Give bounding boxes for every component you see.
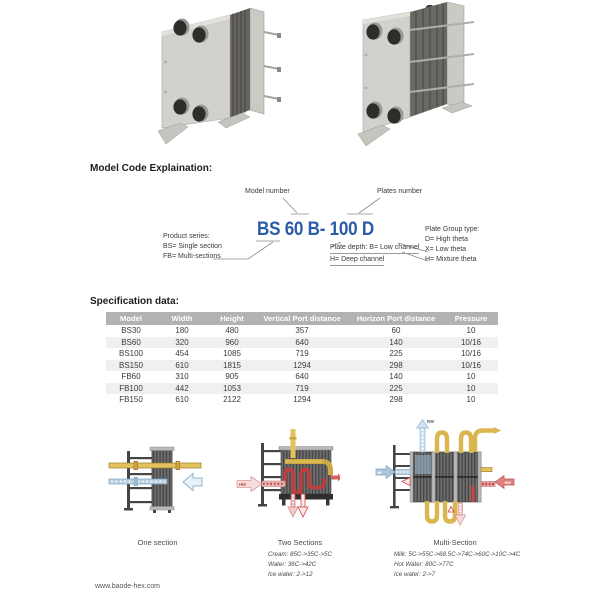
table-row bbox=[106, 371, 498, 383]
heat-exchanger-photo-left bbox=[152, 0, 282, 148]
specification-heading: Specification data: bbox=[90, 296, 179, 307]
table-cell: 905 bbox=[225, 372, 239, 382]
table-cell: 10 bbox=[466, 372, 476, 382]
table-cell: 1085 bbox=[223, 349, 241, 359]
table-cell: 719 bbox=[295, 383, 309, 393]
note-line: H= Mixture theta bbox=[425, 256, 477, 263]
column-header: Model bbox=[106, 312, 156, 325]
table-cell: FB100 bbox=[119, 383, 143, 393]
caption-line: Ice water: 2->7 bbox=[394, 571, 436, 578]
column-header: Vertical Port distance bbox=[256, 312, 348, 325]
one-section-diagram bbox=[105, 440, 210, 535]
plate-pack bbox=[230, 8, 250, 118]
table-cell: BS150 bbox=[118, 360, 144, 370]
table-cell: 10 bbox=[466, 326, 476, 336]
heat-exchanger-photo-right bbox=[352, 0, 482, 148]
note-line: X= Low theta bbox=[425, 246, 467, 253]
table-cell: 1294 bbox=[293, 395, 311, 405]
cold-zone bbox=[415, 455, 431, 474]
table-cell: 610 bbox=[175, 395, 189, 405]
table-row bbox=[106, 394, 498, 406]
table-cell: 298 bbox=[389, 395, 403, 405]
rear-frame-plate bbox=[250, 8, 264, 114]
multi-section-diagram bbox=[375, 415, 515, 533]
note-line: D= High theta bbox=[425, 236, 468, 243]
table-cell: 10 bbox=[466, 383, 476, 393]
caption-line: Water: 36C->42C bbox=[268, 561, 317, 568]
table-cell: 140 bbox=[389, 337, 403, 347]
table-row bbox=[106, 337, 498, 349]
plate-pack bbox=[410, 452, 481, 502]
table-cell: BS100 bbox=[118, 349, 144, 359]
two-sections-caption bbox=[268, 550, 332, 580]
table-cell: FB60 bbox=[121, 372, 141, 382]
table-cell: 10 bbox=[466, 395, 476, 405]
table-cell: 140 bbox=[389, 372, 403, 382]
hw-inlet-arrow bbox=[481, 476, 514, 489]
spec-table bbox=[106, 312, 498, 406]
table-cell: BS60 bbox=[121, 337, 141, 347]
column-header: Width bbox=[156, 312, 208, 325]
model-code-heading: Model Code Explaination: bbox=[90, 163, 213, 174]
one-section-label: One section bbox=[137, 538, 178, 547]
table-cell: 298 bbox=[389, 360, 403, 370]
column-header: Pressure bbox=[444, 312, 498, 325]
website-url: www.baode-hex.com bbox=[95, 583, 160, 590]
hw-label: HW bbox=[239, 482, 246, 487]
note-line: FB= Multi-sections bbox=[163, 253, 221, 260]
table-row bbox=[106, 325, 498, 337]
caption-line: Hot Water: 80C->77C bbox=[394, 561, 454, 568]
caption-line: Cream: 85C->35C->5C bbox=[268, 551, 332, 558]
table-cell: 1815 bbox=[223, 360, 241, 370]
table-cell: 320 bbox=[175, 337, 189, 347]
yellow-outlet-arrow bbox=[481, 427, 501, 472]
rod-nuts bbox=[277, 33, 281, 102]
note-line: Plate Group type: bbox=[425, 226, 480, 233]
table-cell: FB150 bbox=[119, 395, 143, 405]
plates-number-label: Plates number bbox=[377, 188, 423, 195]
table-cell: 1053 bbox=[223, 383, 241, 393]
table-cell: 180 bbox=[175, 326, 189, 336]
note-line: Product series: bbox=[163, 233, 210, 240]
note-line: Plate depth: B= Low channel bbox=[330, 243, 419, 254]
table-cell: 10/16 bbox=[460, 337, 482, 347]
tie-rods bbox=[264, 32, 279, 99]
multi-section-label: Multi-Section bbox=[433, 538, 477, 547]
table-cell: 719 bbox=[295, 349, 309, 359]
table-cell: 960 bbox=[225, 337, 239, 347]
table-cell: 10/16 bbox=[460, 360, 482, 370]
plate-group-note bbox=[425, 225, 479, 265]
table-cell: 2122 bbox=[223, 395, 241, 405]
two-sections-label: Two Sections bbox=[277, 538, 323, 547]
note-line: BS= Single section bbox=[163, 243, 222, 250]
model-number-label: Model number bbox=[245, 188, 290, 195]
table-cell: 454 bbox=[175, 349, 189, 359]
plate-pack bbox=[279, 447, 333, 506]
table-row bbox=[106, 348, 498, 360]
table-cell: 640 bbox=[295, 337, 309, 347]
iw-label: IW bbox=[377, 471, 382, 475]
table-cell: 442 bbox=[175, 383, 189, 393]
table-cell: 310 bbox=[175, 372, 189, 382]
table-cell: 480 bbox=[225, 326, 239, 336]
spec-table-header-row bbox=[106, 312, 498, 325]
table-cell: 610 bbox=[175, 360, 189, 370]
two-sections-diagram bbox=[235, 428, 340, 530]
table-cell: 225 bbox=[389, 383, 403, 393]
table-cell: BS30 bbox=[121, 326, 141, 336]
frame bbox=[390, 445, 412, 508]
product-series-note bbox=[163, 232, 222, 262]
rw-label: RW bbox=[427, 419, 434, 424]
table-cell: 10/16 bbox=[460, 349, 482, 359]
rw-outlet-arrow bbox=[417, 419, 434, 452]
hw-label: HW bbox=[504, 481, 511, 485]
table-cell: 640 bbox=[295, 372, 309, 382]
caption-line: Ice water: 2->12 bbox=[268, 571, 313, 578]
table-row bbox=[106, 360, 498, 372]
model-code-text: BS 60 B- 100 D bbox=[257, 219, 374, 240]
flow-arrow-left-icon bbox=[183, 474, 202, 491]
table-cell: 357 bbox=[295, 326, 309, 336]
plate-depth-note bbox=[330, 243, 419, 267]
table-row bbox=[106, 383, 498, 395]
caption-line: Milk: 5C->55C->68.5C->74C->60C->10C->4C bbox=[394, 551, 521, 558]
table-cell: 1294 bbox=[293, 360, 311, 370]
column-header: Height bbox=[208, 312, 256, 325]
multi-section-caption bbox=[394, 550, 520, 580]
column-header: Horizon Port distance bbox=[348, 312, 444, 325]
note-line: H= Deep channel bbox=[330, 255, 384, 266]
table-cell: 225 bbox=[389, 349, 403, 359]
table-cell: 60 bbox=[391, 326, 401, 336]
